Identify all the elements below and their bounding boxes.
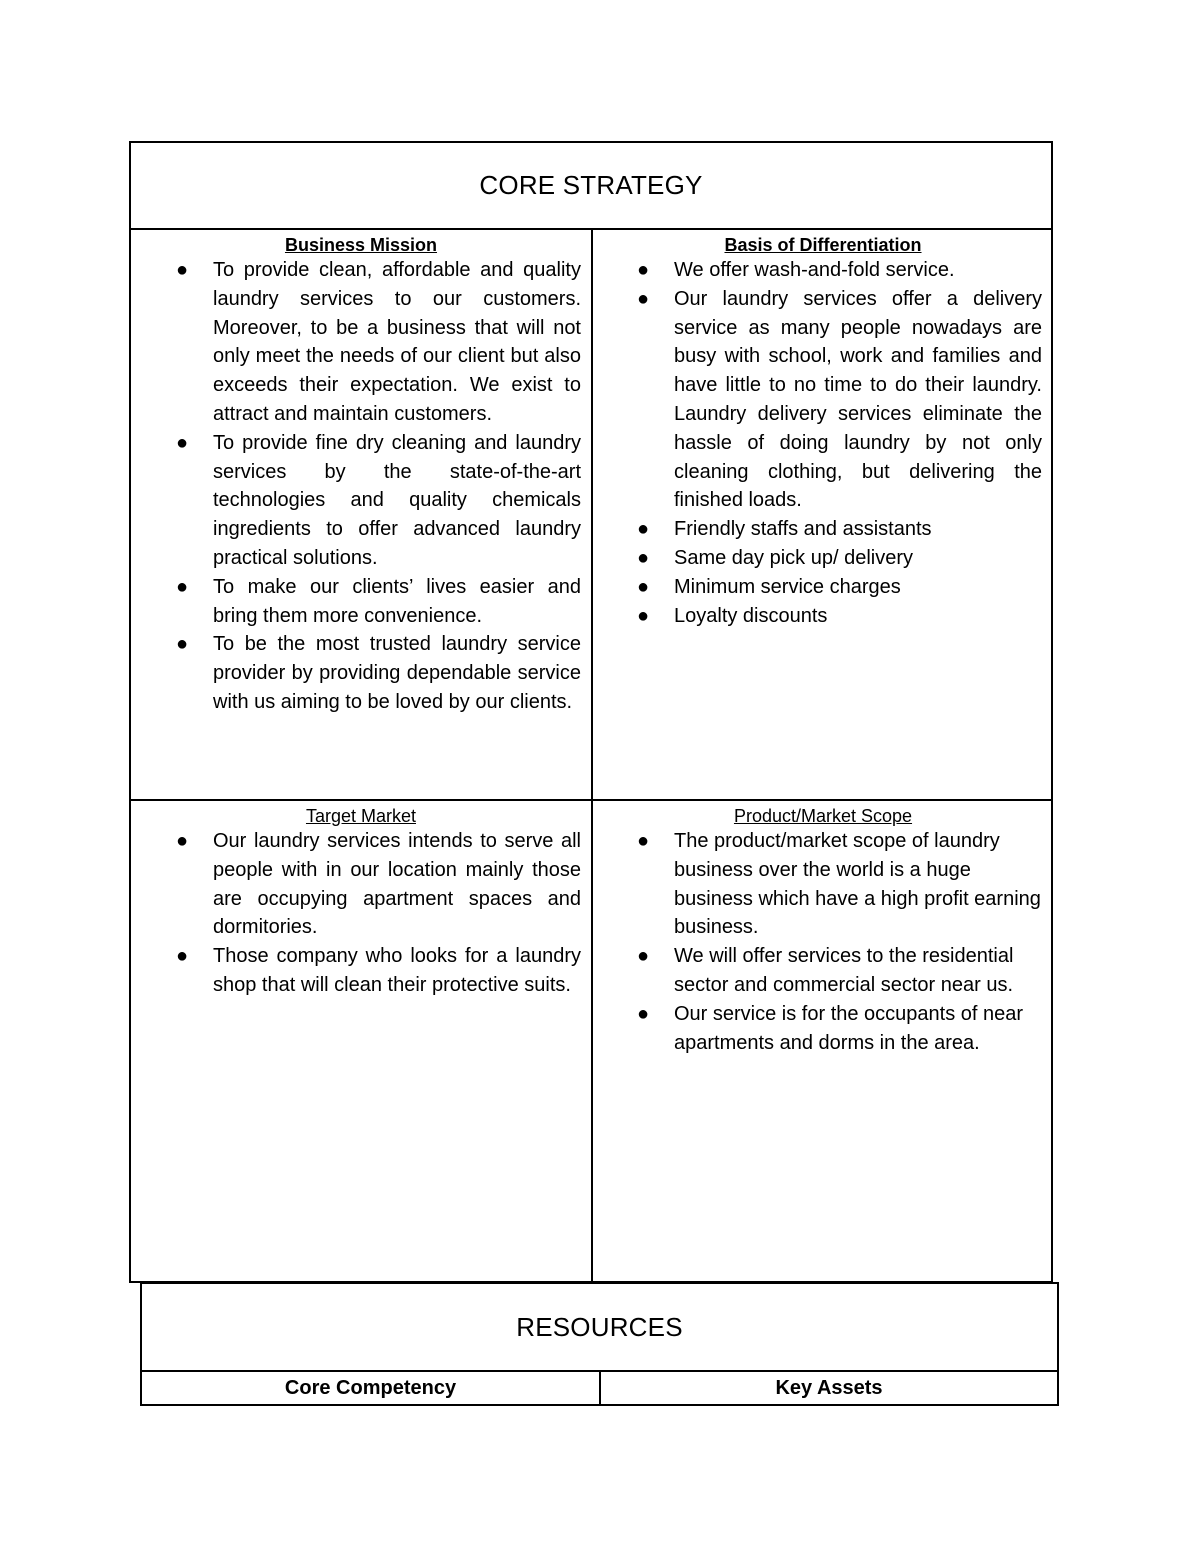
list-item: ● Same day pick up/ delivery bbox=[593, 544, 1053, 573]
core-strategy-title-row bbox=[131, 143, 1051, 230]
resources-title-row bbox=[142, 1284, 1057, 1372]
bullet-icon: ● bbox=[637, 604, 650, 627]
list-item: ● Minimum service charges bbox=[593, 573, 1053, 602]
basis-of-differentiation-cell bbox=[593, 230, 1053, 801]
list-item: ● Those company who looks for a laundry shop that will clean their protective suits. bbox=[131, 942, 591, 1000]
list-item: ● Our service is for the occupants of near apartments and dorms in the area. bbox=[593, 1000, 1053, 1058]
list-item: ● Our laundry services intends to serve all people with in our location mainly those are occupying apartment spaces and dormitories. bbox=[131, 827, 591, 942]
list-item: ● Friendly staffs and assistants bbox=[593, 515, 1053, 544]
target-market-heading: Target Market bbox=[305, 806, 417, 826]
bullet-icon: ● bbox=[176, 431, 189, 454]
basis-of-differentiation-heading: Basis of Differentiation bbox=[724, 235, 922, 255]
business-mission-list bbox=[131, 256, 591, 717]
resources-title: RESOURCES bbox=[516, 1311, 683, 1342]
bullet-icon: ● bbox=[176, 259, 189, 281]
core-strategy-table bbox=[129, 141, 1053, 1283]
list-item: ● Loyalty discounts bbox=[593, 602, 1053, 631]
bullet-icon: ● bbox=[637, 1002, 650, 1025]
product-market-scope-list bbox=[593, 827, 1053, 1057]
list-item: ● Our laundry services offer a delivery service as many people nowadays are busy with school, work and families and have little to no time to do their laundry. Laundry delivery services eliminate the hassle of doing laundry by not only cleaning clothing, but delivering the finished loads. bbox=[593, 285, 1053, 515]
bullet-icon: ● bbox=[637, 945, 650, 968]
list-item: ● We offer wash-and-fold service. bbox=[593, 256, 1053, 285]
business-mission-cell bbox=[131, 230, 593, 801]
bullet-icon: ● bbox=[176, 633, 189, 656]
bullet-icon: ● bbox=[176, 830, 189, 852]
core-strategy-title: CORE STRATEGY bbox=[479, 170, 703, 200]
bullet-icon: ● bbox=[176, 575, 189, 598]
product-market-scope-heading: Product/Market Scope bbox=[733, 806, 913, 826]
list-item: ● To provide fine dry cleaning and laundry services by the state-of-the-art technologies and quality chemicals ingredients to offer advanced laundry practical solutions. bbox=[131, 429, 591, 573]
key-assets-header: Key Assets bbox=[775, 1376, 883, 1399]
bullet-icon: ● bbox=[637, 546, 650, 569]
business-mission-heading: Business Mission bbox=[284, 235, 438, 255]
bullet-icon: ● bbox=[637, 518, 650, 541]
resources-table bbox=[140, 1282, 1059, 1406]
list-item: ● We will offer services to the residential sector and commercial sector near us. bbox=[593, 942, 1053, 1000]
core-competency-header: Core Competency bbox=[142, 1372, 601, 1404]
target-market-list bbox=[131, 827, 591, 1000]
list-item: ● The product/market scope of laundry business over the world is a huge business which have a high profit earning business. bbox=[593, 827, 1053, 942]
bullet-icon: ● bbox=[637, 830, 650, 852]
basis-of-differentiation-list bbox=[593, 256, 1053, 630]
list-item: ● To make our clients’ lives easier and bring them more convenience. bbox=[131, 573, 591, 631]
bullet-icon: ● bbox=[637, 575, 650, 598]
target-market-cell bbox=[131, 801, 593, 1283]
bullet-icon: ● bbox=[176, 945, 189, 968]
product-market-scope-cell bbox=[593, 801, 1053, 1283]
list-item: ● To be the most trusted laundry service provider by providing dependable service with us aiming to be loved by our clients. bbox=[131, 630, 591, 716]
list-item: ● To provide clean, affordable and quality laundry services to our customers. Moreover, to be a business that will not only meet the needs of our client but also exceeds their expectation. We exist to attract and maintain customers. bbox=[131, 256, 591, 429]
bullet-icon: ● bbox=[637, 287, 650, 310]
bullet-icon: ● bbox=[637, 259, 650, 281]
